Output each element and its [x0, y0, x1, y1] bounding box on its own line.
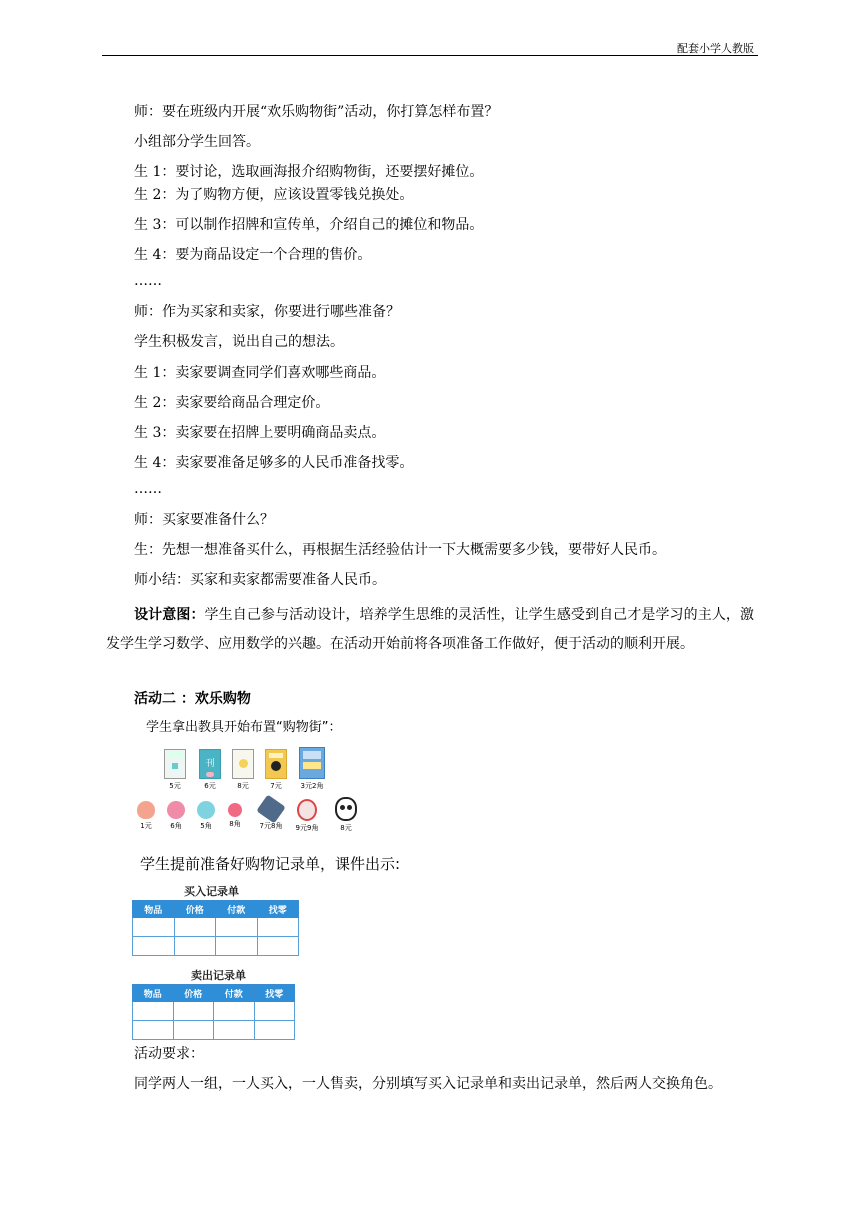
page-header	[0, 0, 860, 56]
product-item	[163, 749, 187, 791]
product-item	[225, 801, 245, 829]
product-item	[297, 747, 327, 791]
table-header: 找零	[257, 901, 299, 918]
sell-table-title: 卖出记录单	[191, 969, 246, 982]
product-price: 8元	[237, 782, 249, 790]
design-intent-label: 设计意图：	[134, 607, 205, 623]
toy-car-icon	[256, 794, 285, 823]
product-price: 7元8角	[259, 822, 283, 830]
table-header: 物品	[133, 901, 175, 918]
table-row	[133, 1002, 295, 1021]
dialogue-line: 师：要在班级内开展“欢乐购物街”活动，你打算怎样布置？	[134, 104, 499, 120]
product-item	[196, 801, 216, 831]
activity2-heading: 活动二 ：欢乐购物	[134, 691, 251, 707]
buy-table-title: 买入记录单	[184, 885, 239, 898]
product-price: 7元	[270, 782, 282, 790]
requirement-text: 同学两人一组，一人买入，一人售卖，分别填写买入记录单和卖出记录单，然后两人交换角色。	[134, 1076, 722, 1092]
toy-pig-icon	[297, 799, 317, 821]
book-icon	[299, 747, 325, 779]
table-header: 价格	[174, 901, 216, 918]
product-item	[257, 799, 285, 831]
book-icon: 刊	[199, 749, 221, 779]
product-item	[231, 749, 255, 791]
dialogue-line: 师：买家要准备什么？	[134, 512, 274, 528]
buy-record-table	[132, 900, 299, 956]
panda-icon	[335, 797, 357, 821]
table-row	[133, 1021, 295, 1040]
dialogue-line: 生 1：卖家要调查同学们喜欢哪些商品。	[134, 365, 386, 381]
table-header: 物品	[133, 985, 174, 1002]
product-price: 9元9角	[295, 824, 319, 832]
design-intent-text: 学生自己参与活动设计，培养学生思维的灵活性，让学生感受到自己才是学习的主人，激发学生学习数学、应用数学的兴趣。在活动开始前将各项准备工作做好，便于活动的顺利开展。	[106, 607, 754, 652]
dialogue-line: 生 2：卖家要给商品合理定价。	[134, 395, 330, 411]
header-rule	[102, 55, 758, 56]
dialogue-line: 小组部分学生回答。	[134, 134, 260, 150]
product-item	[136, 801, 156, 831]
requirement-label: 活动要求：	[134, 1046, 204, 1062]
table-header: 付款	[214, 985, 255, 1002]
product-item	[264, 749, 288, 791]
dialogue-line: 生：先想一想准备买什么，再根据生活经验估计一下大概需要多少钱，要带好人民币。	[134, 542, 666, 558]
flower-icon	[167, 801, 185, 819]
dialogue-line: 生 1：要讨论，选取画海报介绍购物街，还要摆好摊位。	[134, 164, 484, 180]
balloon-icon	[197, 801, 215, 819]
sell-record-table	[132, 984, 295, 1040]
product-item	[166, 801, 186, 831]
activity2-intro: 学生拿出教具开始布置“购物街”：	[146, 720, 342, 735]
dialogue-line: 生 3：卖家要在招牌上要明确商品卖点。	[134, 425, 386, 441]
product-item	[198, 749, 222, 791]
heart-balloon-icon	[228, 803, 242, 817]
design-intent	[106, 601, 754, 659]
table-header: 找零	[254, 985, 295, 1002]
record-intro: 学生提前准备好购物记录单，课件出示:	[140, 855, 401, 873]
dialogue-line: 生 4：要为商品设定一个合理的售价。	[134, 247, 372, 263]
product-price: 3元2角	[300, 782, 324, 790]
dialogue-line: 师小结：买家和卖家都需要准备人民币。	[134, 572, 386, 588]
product-price: 8元	[340, 824, 352, 832]
table-header: 价格	[173, 985, 214, 1002]
table-row	[133, 937, 299, 956]
ellipsis: ……	[134, 273, 162, 289]
product-item	[333, 797, 359, 833]
dialogue-line: 生 2：为了购物方便，应该设置零钱兑换处。	[134, 187, 414, 203]
table-row	[133, 918, 299, 937]
book-icon	[164, 749, 186, 779]
edition-label: 配套小学人教版	[677, 42, 754, 55]
table-header: 付款	[216, 901, 258, 918]
product-item	[293, 799, 321, 833]
product-price: 5角	[200, 822, 212, 830]
book-icon	[232, 749, 254, 779]
product-price: 5元	[169, 782, 181, 790]
dialogue-line: 师：作为买家和卖家，你要进行哪些准备？	[134, 304, 400, 320]
product-price: 8角	[229, 820, 241, 828]
product-price: 1元	[140, 822, 152, 830]
dialogue-line: 生 3：可以制作招牌和宣传单，介绍自己的摊位和物品。	[134, 217, 484, 233]
product-price: 6元	[204, 782, 216, 790]
book-icon	[265, 749, 287, 779]
product-price: 6角	[170, 822, 182, 830]
dialogue-line: 学生积极发言，说出自己的想法。	[134, 334, 344, 350]
flower-icon	[137, 801, 155, 819]
ellipsis: ……	[134, 481, 162, 497]
dialogue-line: 生 4：卖家要准备足够多的人民币准备找零。	[134, 455, 414, 471]
